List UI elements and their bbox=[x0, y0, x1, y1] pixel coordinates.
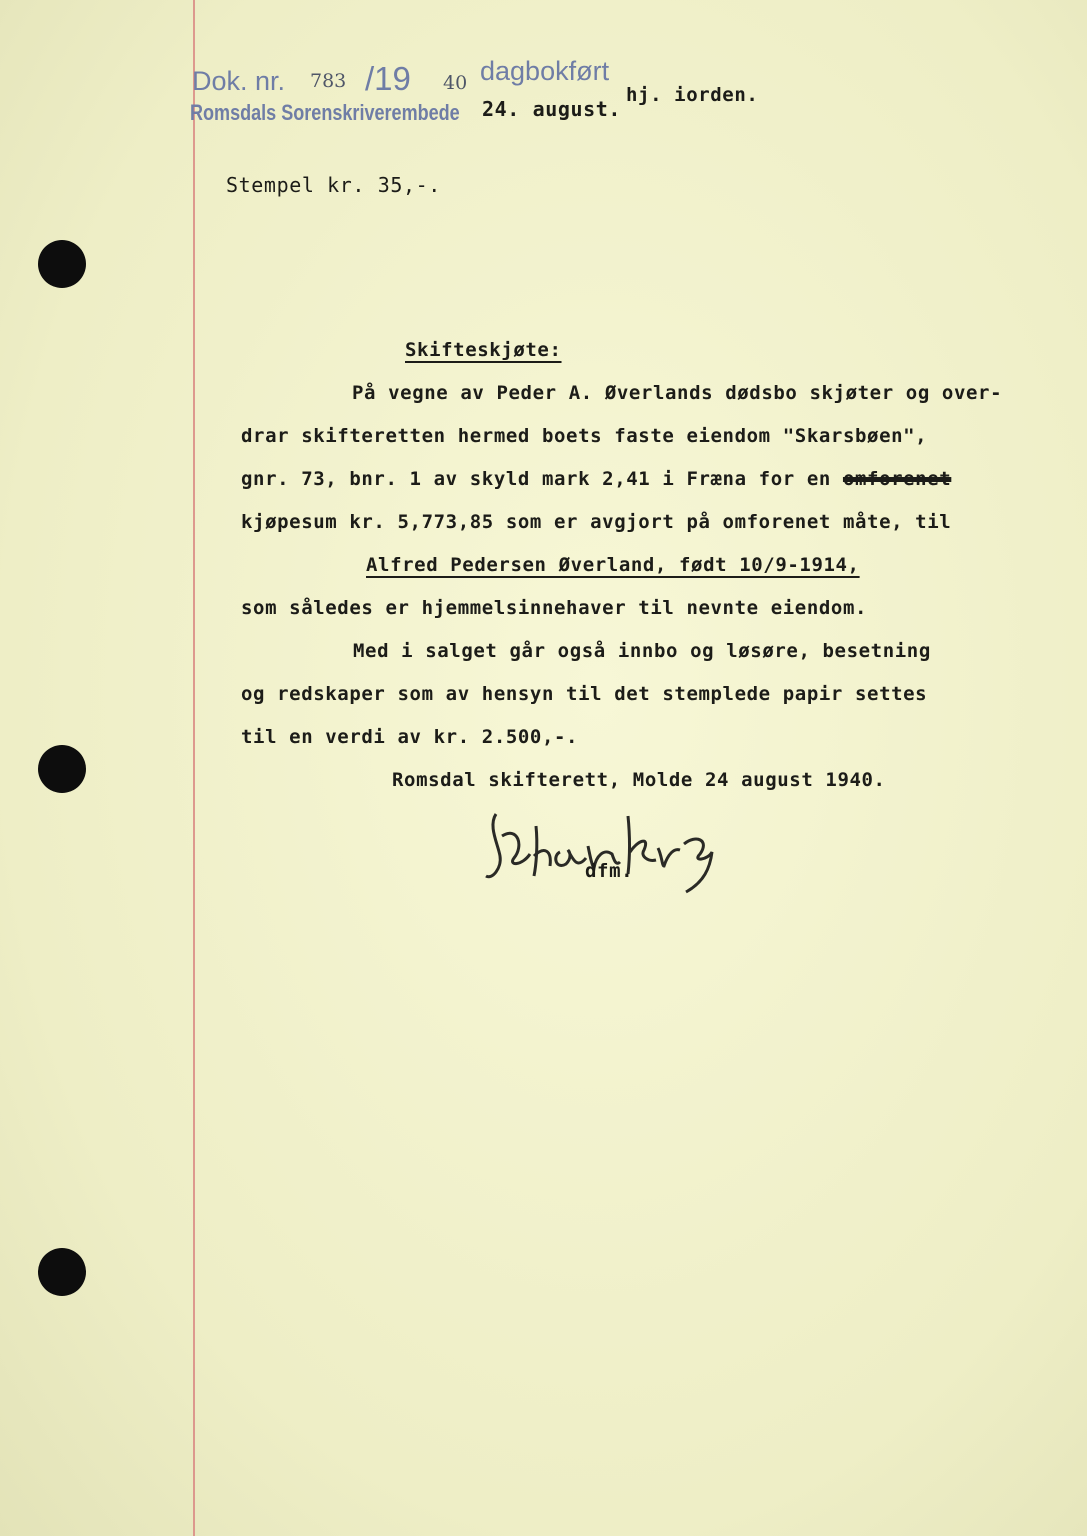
header-order-note: hj. iorden. bbox=[626, 84, 759, 106]
text-line: og redskaper som av hensyn til det stemplede papir settes bbox=[241, 683, 928, 705]
stamp-office: Romsdals Sorenskriverembede bbox=[190, 100, 460, 125]
punch-hole bbox=[38, 240, 86, 288]
text-line: På vegne av Peder A. Øverlands dødsbo skjøter og over- bbox=[352, 382, 1003, 404]
header-date: 24. august. bbox=[482, 97, 622, 121]
stamp-year-suffix: 40 bbox=[443, 72, 468, 94]
document-title: Skifteskjøte: bbox=[405, 339, 562, 361]
buyer-line: Alfred Pedersen Øverland, født 10/9-1914, bbox=[366, 554, 860, 576]
text-line: kjøpesum kr. 5,773,85 som er avgjort på omforenet måte, til bbox=[241, 511, 952, 533]
stamp-year-prefix: /19 bbox=[365, 60, 411, 97]
signature-image bbox=[478, 796, 728, 906]
signer-title: dfm. bbox=[585, 860, 634, 882]
punch-hole bbox=[38, 1248, 86, 1296]
stamp-doc-number: 783 bbox=[310, 70, 347, 92]
text-line: til en verdi av kr. 2.500,-. bbox=[241, 726, 579, 748]
stamp-dok-label: Dok. nr. bbox=[192, 66, 286, 96]
punch-hole bbox=[38, 745, 86, 793]
margin-line bbox=[193, 0, 195, 1536]
text-line: som således er hjemmelsinnehaver til nevnte eiendom. bbox=[241, 597, 868, 619]
text-line: Med i salget går også innbo og løsøre, besetning bbox=[353, 640, 931, 662]
stempel-fee: Stempel kr. 35,-. bbox=[226, 173, 441, 197]
text-line: drar skifteretten hermed boets faste eiendom "Skarsbøen", bbox=[241, 425, 928, 447]
text-line-part: gnr. 73, bnr. 1 av skyld mark 2,41 i Fræna for en bbox=[241, 468, 843, 490]
place-date-line: Romsdal skifterett, Molde 24 august 1940. bbox=[392, 769, 886, 791]
text-line bbox=[241, 468, 951, 490]
struck-word: omforenet bbox=[842, 468, 952, 490]
stamp-status: dagbokført bbox=[480, 56, 610, 86]
